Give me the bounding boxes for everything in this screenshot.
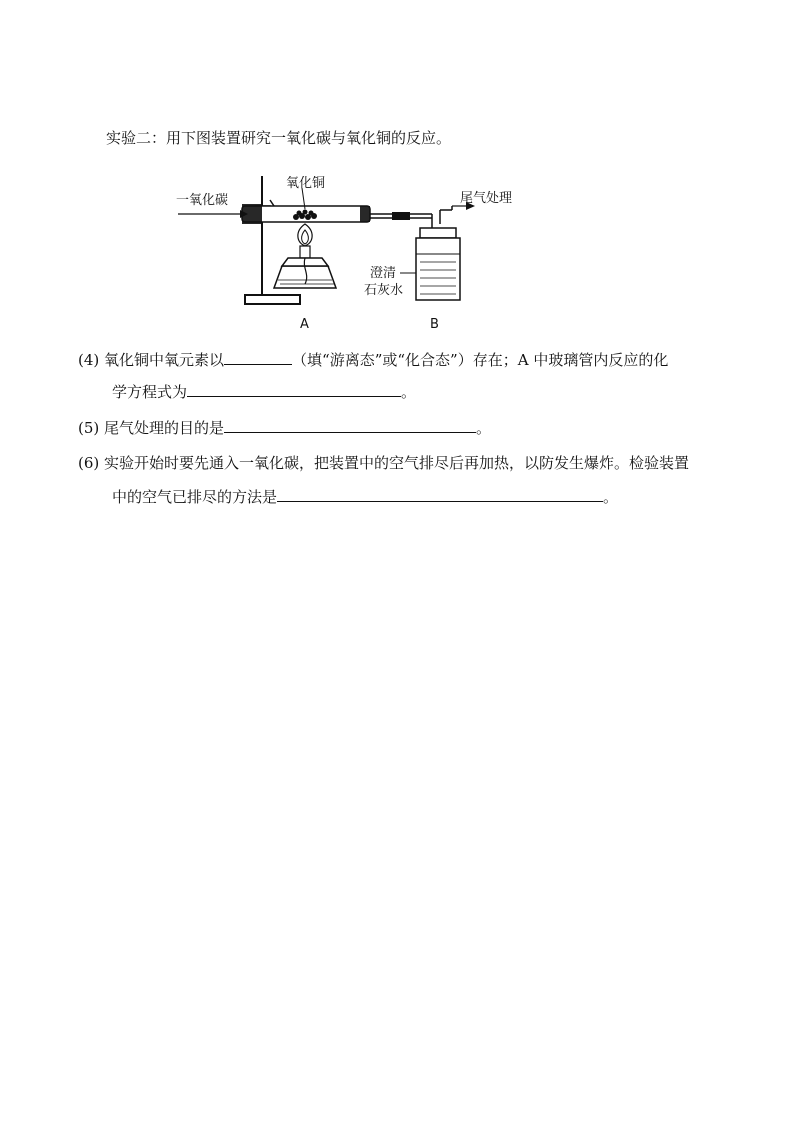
question-4-text-3: 学方程式为 xyxy=(112,383,188,401)
answer-blank-6[interactable] xyxy=(277,485,603,502)
flame xyxy=(298,224,312,246)
question-5-text: 尾气处理的目的是 xyxy=(104,419,225,437)
answer-blank-4a[interactable] xyxy=(224,348,292,365)
question-4-line-1 xyxy=(78,348,668,370)
label-limewater-1: 澄清 xyxy=(370,266,397,281)
question-6-text-1: 实验开始时要先通入一氧化碳，把装置中的空气排尽后再加热，以防发生爆炸。检验装置 xyxy=(104,454,690,472)
label-apparatus-a: A xyxy=(300,317,309,332)
label-co-inlet: 一氧化碳 xyxy=(176,193,229,208)
question-6-end: 。 xyxy=(603,488,619,506)
answer-blank-4b[interactable] xyxy=(187,380,401,397)
question-4-line-2 xyxy=(112,380,416,402)
question-6-number: (6) xyxy=(78,454,100,472)
gas-bottle xyxy=(420,228,456,238)
question-5 xyxy=(78,416,491,438)
label-exhaust: 尾气处理 xyxy=(460,191,513,206)
label-apparatus-b: B xyxy=(430,317,439,332)
question-6-line-1 xyxy=(78,453,689,473)
question-6-line-2 xyxy=(112,485,618,507)
question-4-end: 。 xyxy=(401,383,417,401)
question-4-number: (4) xyxy=(78,351,100,369)
question-4-text-1: 氧化铜中氧元素以 xyxy=(104,351,225,369)
answer-blank-5[interactable] xyxy=(224,416,476,433)
question-5-end: 。 xyxy=(476,419,492,437)
stand-base xyxy=(245,295,300,304)
question-5-number: (5) xyxy=(78,419,100,437)
label-copper-oxide: 氧化铜 xyxy=(286,176,326,191)
question-4-text-2: （填“游离态”或“化合态”）存在；A 中玻璃管内反应的化 xyxy=(292,351,669,369)
label-limewater-2: 石灰水 xyxy=(364,283,404,298)
experiment-intro: 实验二：用下图装置研究一氧化碳与氧化铜的反应。 xyxy=(106,129,452,147)
question-6-text-2: 中的空气已排尽的方法是 xyxy=(112,488,278,506)
apparatus-figure xyxy=(170,176,550,336)
